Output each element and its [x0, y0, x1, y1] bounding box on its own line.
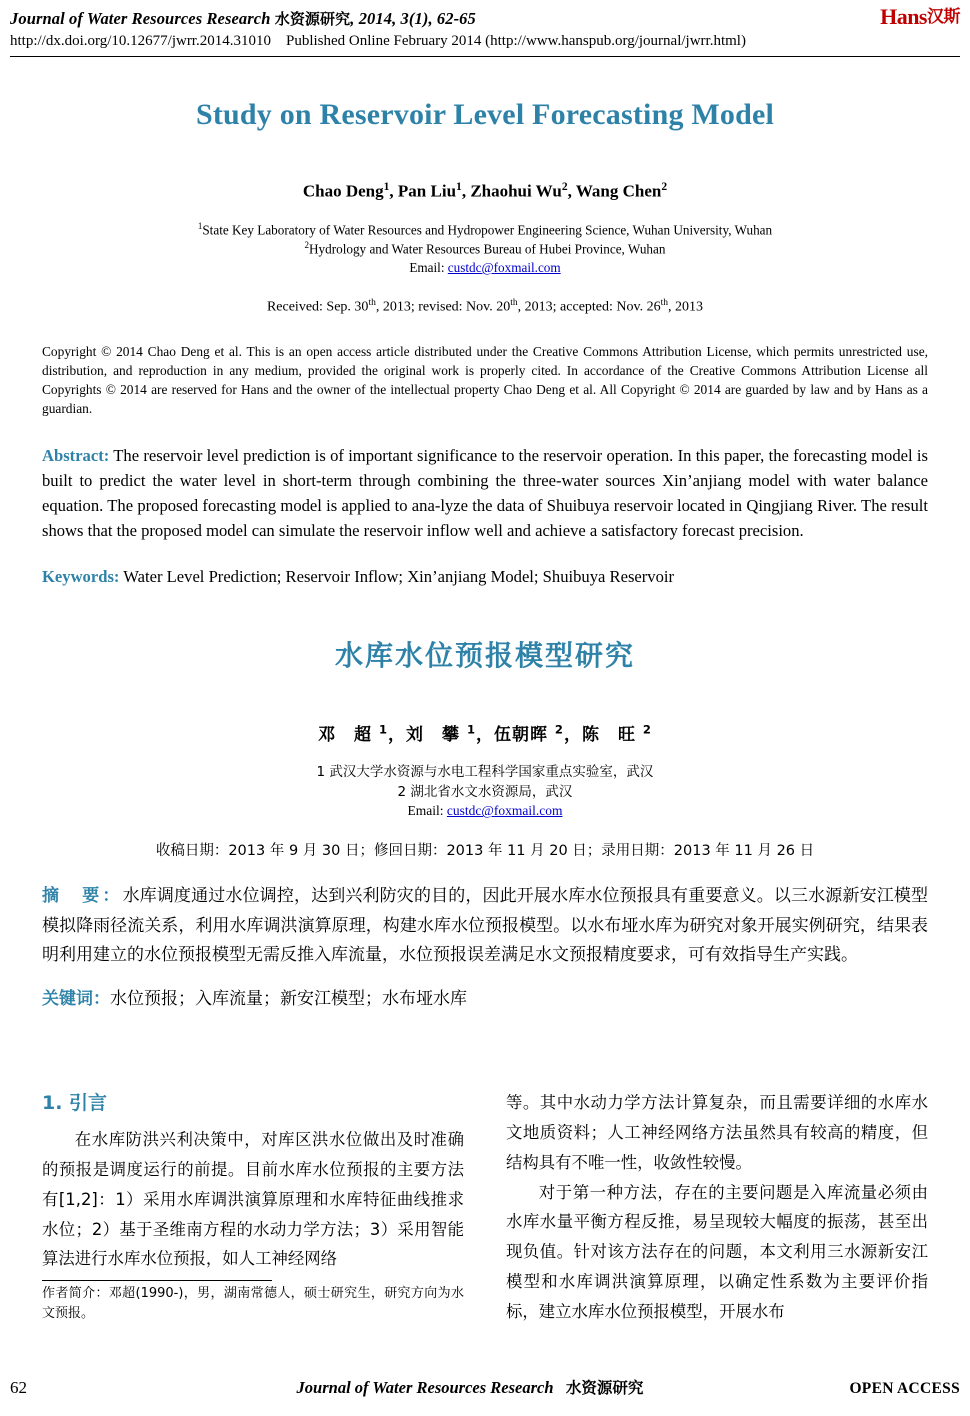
- page-footer: [10, 1376, 960, 1398]
- footer-journal-cn: 水资源研究: [565, 1379, 644, 1397]
- keywords-cn: [42, 986, 928, 1013]
- copyright-notice: Copyright © 2014 Chao Deng et al. This is an open access article distributed under the Creative Commons Attribution License, which permits unrestricted use, distribution, and reproduction in any medium, provided the original work is properly cited. In accordance of the Creative Commons Attribution License all Copyrights © 2014 are reserved for Hans and the owner of the intellectual property Chao Deng et al. All Copyright © 2014 are guarded by law and by Hans as a guardian.: [42, 343, 928, 416]
- article-front-matter: [42, 70, 928, 1013]
- paragraph-left-1: 在水库防洪兴利决策中，对库区洪水位做出及时准确的预报是调度运行的前提。目前水库水位预报的主要方法有[1,2]：1）采用水库调洪演算原理和水库特征曲线推求水位；2）基于圣维南方程的水动力学方法；3）采用智能算法进行水库水位预报，如人工神经网络: [42, 1130, 464, 1269]
- email-label: Email:: [409, 260, 448, 276]
- hans-publisher-logo: [880, 2, 960, 30]
- email-label-cn: Email:: [407, 803, 447, 819]
- header-divider: [10, 56, 960, 57]
- footer-journal-title: [130, 1376, 810, 1398]
- abstract-cn: [42, 882, 928, 970]
- header-journal-title: Journal of Water Resources Research: [10, 9, 271, 28]
- abstract-label-cn: 摘 要：: [42, 886, 123, 907]
- keywords-label: Keywords:: [42, 567, 120, 587]
- page-title-cn: 水库水位预报模型研究: [334, 639, 635, 673]
- footnote-divider: [42, 1280, 272, 1281]
- section-heading-1: 1. 引言: [42, 1092, 108, 1114]
- page-title: Study on Reservoir Level Forecasting Model: [195, 98, 775, 131]
- hans-logo-latin: Hans: [880, 4, 927, 29]
- affiliation-1-text: State Key Laboratory of Water Resources and Hydropower Engineering Science, Wuhan University, Wuhan: [202, 222, 773, 238]
- affiliation-2: $^2$Hydrology and Water Resources Bureau of Hubei Province, Wuhan: [304, 239, 666, 257]
- header-doi[interactable]: http://dx.doi.org/10.12677/jwrr.2014.31010: [10, 33, 271, 49]
- dates-en: Received: Sep. 30th, 2013; revised: Nov. 20th, 2013; accepted: Nov. 26th, 2013: [266, 298, 704, 315]
- abstract-text-en: The reservoir level prediction is of important significance to the reservoir operation. In this paper, the forecasting model is built to predict the water level in short-term through combining the three-water sources Xin’anjiang model with water balance equation. The proposed forecasting model is applied to ana-lyze the data of Shuibuya reservoir located in Qingjiang River. The result shows that the proposed model can simulate the reservoir inflow well and achieve a satisfactory forecast precision.: [42, 445, 928, 540]
- affiliation-2-text: Hydrology and Water Resources Bureau of Hubei Province, Wuhan: [309, 241, 666, 257]
- body-columns: [42, 1088, 928, 1327]
- header-published[interactable]: Published Online February 2014 (http://www.hanspub.org/journal/jwrr.html): [285, 33, 746, 49]
- email-link[interactable]: custdc@foxmail.com: [447, 260, 561, 276]
- email-line-en: [42, 260, 928, 276]
- email-link-cn[interactable]: custdc@foxmail.com: [446, 803, 563, 819]
- email-line-cn: [42, 803, 928, 819]
- header-issue-info: , 2014, 3(1), 62-65: [350, 9, 476, 28]
- affiliation-cn-1: 1 武汉大学水资源与水电工程科学国家重点实验室，武汉: [316, 764, 654, 781]
- authors-cn: 邓 超 $^1$，刘 攀 $^1$，伍朝晖 $^2$，陈 旺 $^2$: [318, 722, 652, 746]
- affiliation-cn-2: 2 湖北省水文水资源局，武汉: [397, 783, 573, 800]
- keywords-en: [42, 565, 928, 590]
- keywords-text-cn: 水位预报；入库流量；新安江模型；水布垭水库: [110, 989, 467, 1010]
- dates-cn: 收稿日期：2013 年 9 月 30 日；修回日期：2013 年 11 月 20 日；录用日期：2013 年 11 月 26 日: [155, 843, 815, 860]
- paragraph-right-2: 对于第一种方法，存在的主要问题是入库流量必须由水库水量平衡方程反推，易呈现较大幅度的振荡，甚至出现负值。针对该方法存在的问题，本文利用三水源新安江模型和水库调洪演算原理，以确定性系数为主要评价指标，建立水库水位预报模型，开展水布: [506, 1182, 928, 1322]
- keywords-label-cn: 关键词：: [42, 989, 110, 1010]
- authors-en: Chao Deng$^1$, Pan Liu$^1$, Zhaohui Wu$^2$, Wang Chen$^2$: [302, 180, 668, 201]
- header-doi-line: [10, 33, 960, 50]
- paragraph-right-1: 等。其中水动力学方法计算复杂，而且需要详细的水库水文地质资料；人工神经网络方法虽然具有较高的精度，但结构具有不唯一性，收敛性较慢。: [506, 1093, 928, 1172]
- keywords-text-en: Water Level Prediction; Reservoir Inflow; Xin’anjiang Model; Shuibuya Reservoir: [123, 567, 675, 587]
- abstract-label: Abstract:: [42, 445, 110, 465]
- header-journal-title-cn: 水资源研究: [274, 10, 351, 28]
- column-right: [506, 1088, 928, 1327]
- page-header: [10, 8, 960, 50]
- column-left: [42, 1088, 464, 1327]
- page-number: 62: [10, 1378, 27, 1397]
- open-access-badge: OPEN ACCESS: [849, 1380, 960, 1397]
- footer-journal-latin: Journal of Water Resources Research: [296, 1378, 554, 1397]
- hans-logo-cn: 汉斯: [927, 7, 960, 27]
- affiliations-cn: [42, 763, 928, 802]
- author-footnote: 作者简介：邓超(1990-)，男，湖南常德人，硕士研究生，研究方向为水文预报。: [42, 1286, 464, 1321]
- abstract-text-cn: 水库调度通过水位调控，达到兴利防灾的目的，因此开展水库水位预报具有重要意义。以三水源新安江模型模拟降雨径流关系，利用水库调洪演算原理，构建水库水位预报模型。以水布垭水库为研究对象开展实例研究，结果表明利用建立的水位预报模型无需反推入库流量，水位预报误差满足水文预报精度要求，可有效指导生产实践。: [42, 886, 929, 965]
- header-journal-line: [10, 8, 960, 29]
- abstract-en: [42, 444, 928, 544]
- affiliations-en: [42, 220, 928, 258]
- affiliation-1: $^1$State Key Laboratory of Water Resources and Hydropower Engineering Science, Wuhan University, Wuhan: [197, 220, 773, 238]
